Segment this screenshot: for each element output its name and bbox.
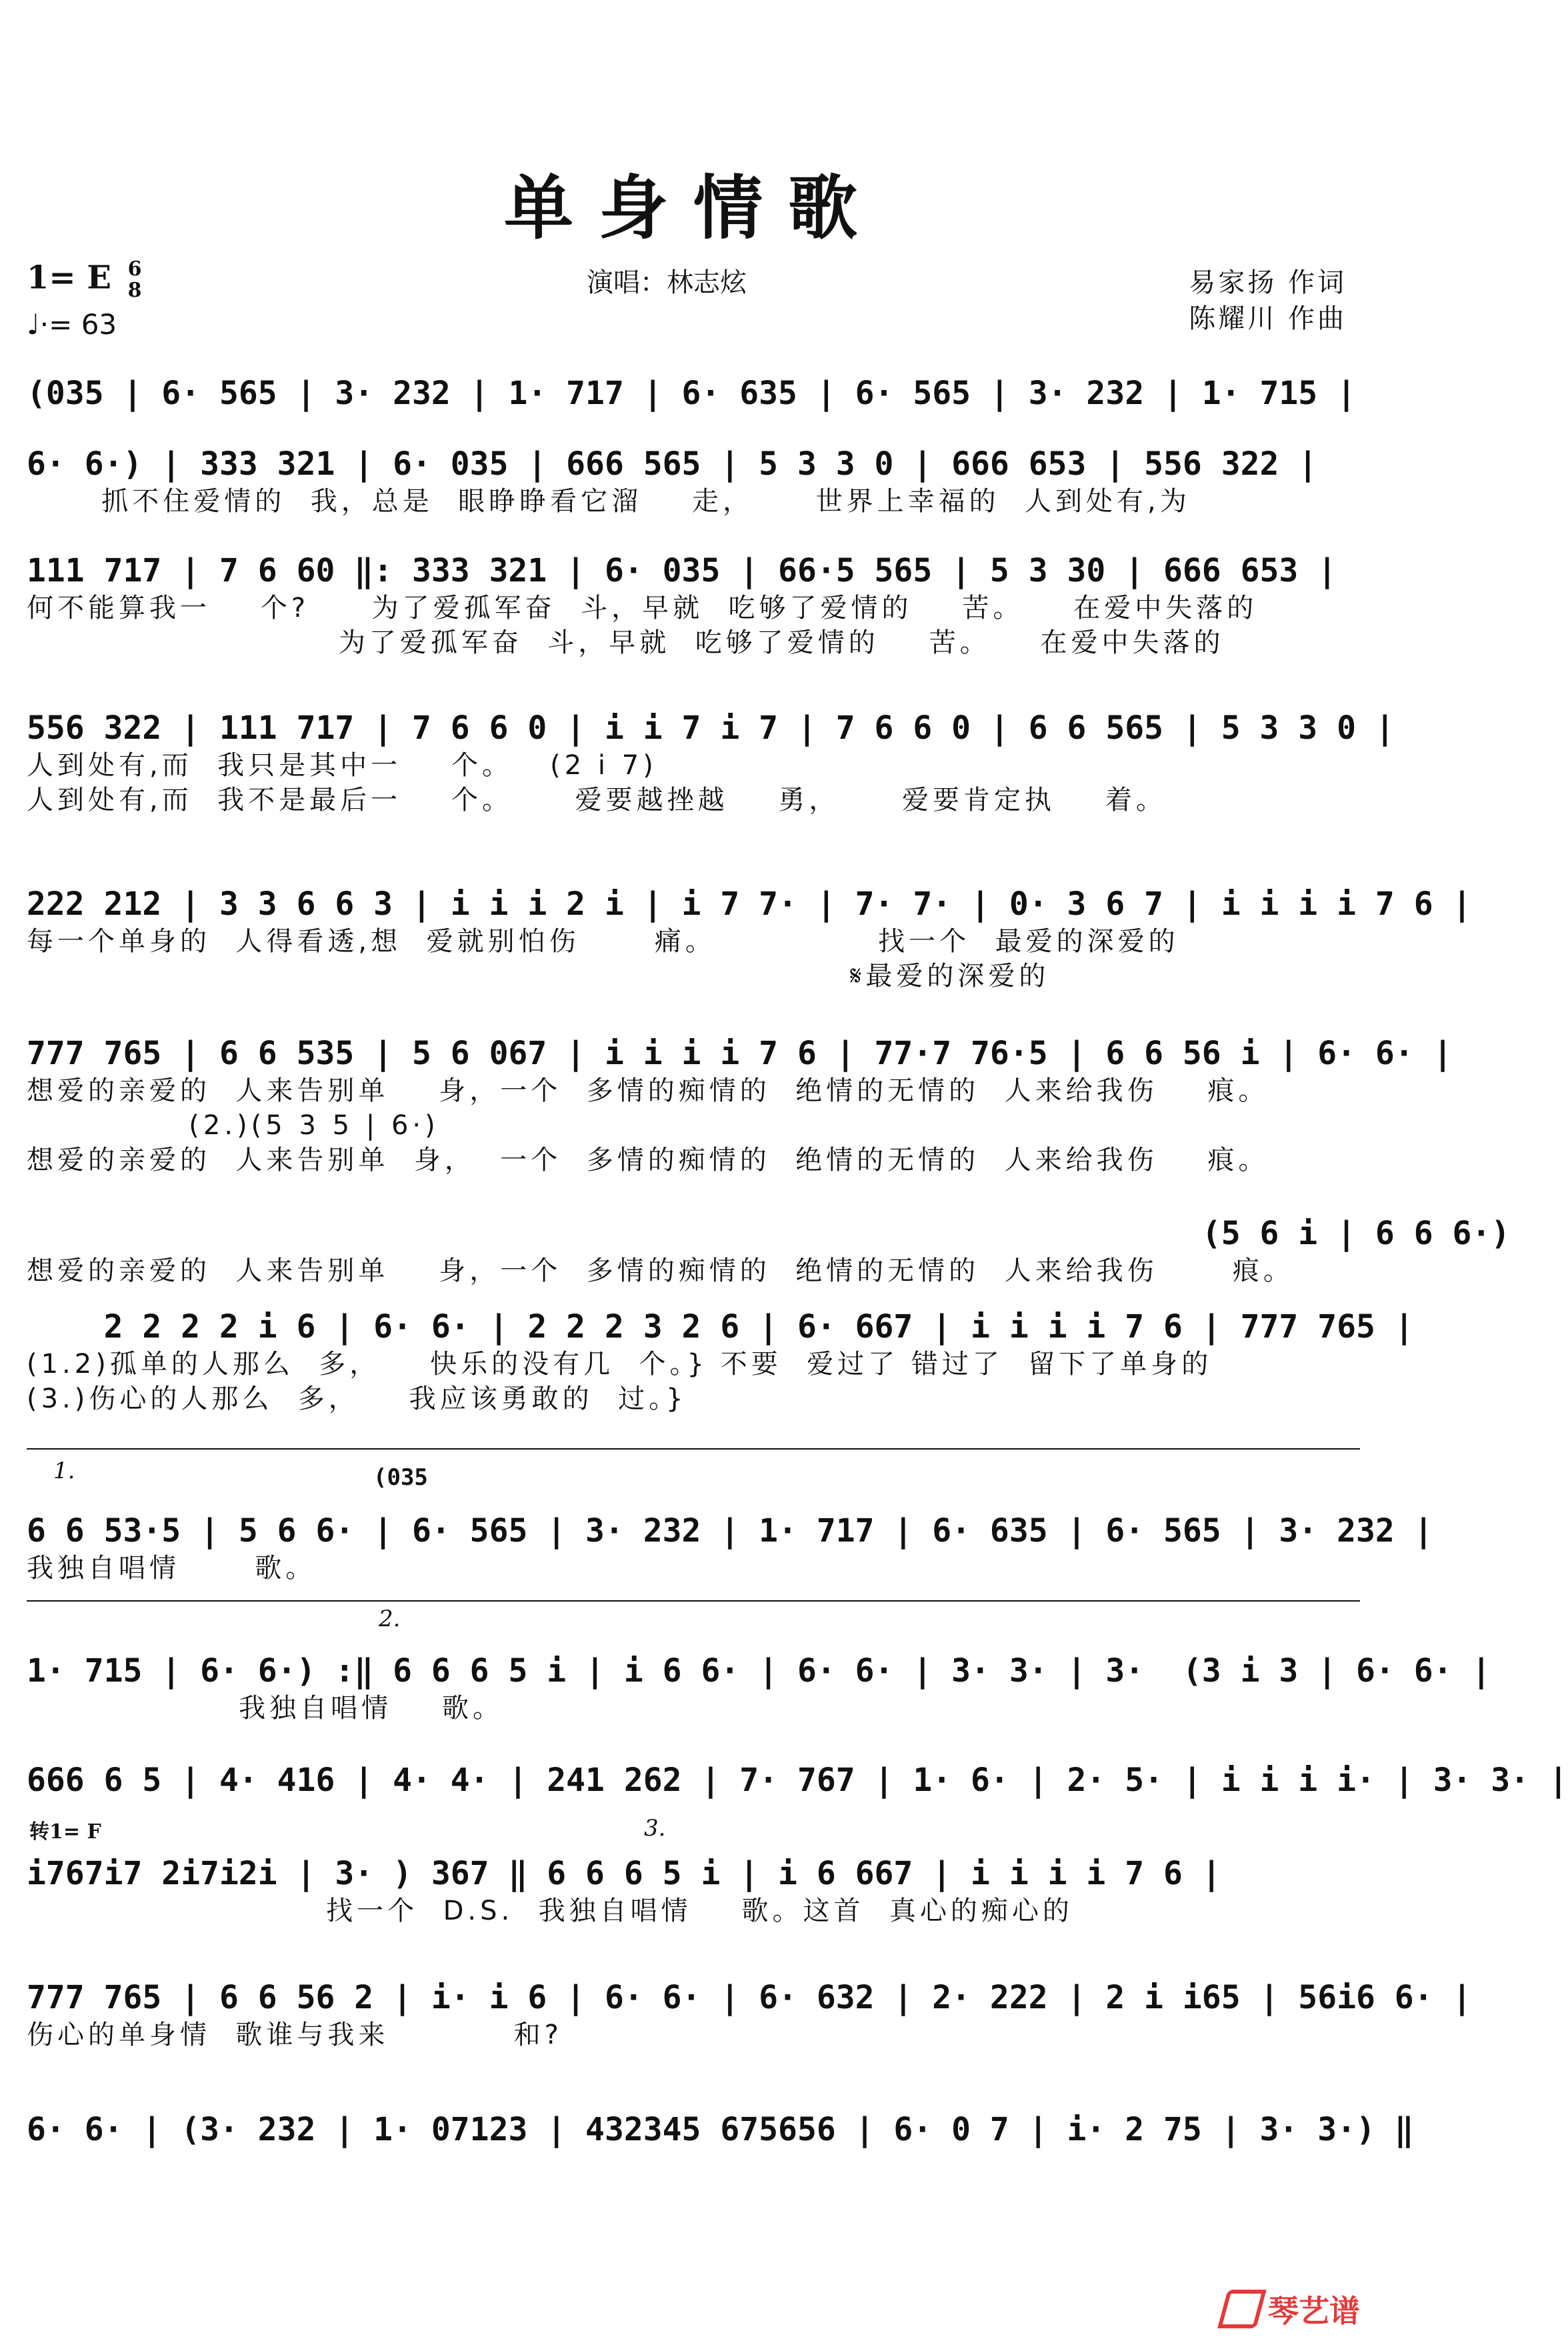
score-row xyxy=(27,884,1472,993)
notation-line: 2 2 2 2 i 6 | 6· 6· | 2 2 2 3 2 6 | 6· 667 | i i i i 7 6 | 777 765 | xyxy=(27,1308,1414,1346)
score-row xyxy=(27,444,1360,519)
singer-credit: 演唱：林志炫 xyxy=(587,267,747,298)
notation-line: 111 717 | 7 6 60 ‖: 333 321 | 6· 035 | 66·5 565 | 5 3 30 | 666 653 | xyxy=(27,552,1337,589)
lyric-line: (3.)伤心的人那么 多， 我应该勇敢的 过。} xyxy=(27,1384,687,1414)
score-row xyxy=(27,373,1360,413)
lyric-line: 我独自唱情 歌。 xyxy=(27,1693,504,1724)
notation-line: 556 322 | 111 717 | 7 6 6 0 | i i 7 i 7 | 7 6 6 0 | 6 6 565 | 5 3 3 0 | xyxy=(27,709,1395,747)
score-row xyxy=(27,551,1360,660)
notation-line: 6· 6·) | 333 321 | 6· 035 | 666 565 | 5 3 3 0 | 666 653 | 556 322 | xyxy=(27,445,1318,483)
watermark-logo: 琴艺谱 xyxy=(1223,2287,1360,2331)
logo-icon xyxy=(1217,2290,1267,2328)
lyric-line: 人到处有,而 我只是其中一 个。 (2 i 7) xyxy=(27,750,657,781)
composer-credit: 陈耀川 作曲 xyxy=(1189,303,1347,334)
modulation-mark: 转1= F xyxy=(29,1820,101,1844)
lyric-line: 每一个单身的 人得看透,想 爱就别怕伤 痛。 找一个 最爱的深爱的 xyxy=(27,926,1179,957)
lyric-line: (2.)(5 3 5 | 6·) xyxy=(27,1110,439,1141)
key-signature: 1= E 6 8 xyxy=(27,257,142,302)
lyric-line: 𝄋最爱的深爱的 xyxy=(27,961,1050,991)
notation-line: 6 6 53·5 | 5 6 6· | 6· 565 | 3· 232 | 1· 717 | 6· 635 | 6· 565 | 3· 232 | xyxy=(27,1512,1433,1550)
tempo-marking: ♩·= 63 xyxy=(27,308,117,341)
volta-first: 1. xyxy=(53,1458,75,1484)
score-row xyxy=(27,1511,1433,1586)
lyric-line: (1.2)孤单的人那么 多， 快乐的没有几 个。} 不要 爱过了 错过了 留下了单身的 xyxy=(27,1349,1213,1380)
notation-line: 6· 6· | (3· 232 | 1· 07123 | 432345 675656 | 6· 0 7 | i· 2 75 | 3· 3·) ‖ xyxy=(27,2111,1414,2148)
lyric-line: 何不能算我一 个? 为了爱孤军奋 斗，早就 吃够了爱情的 苦。 在爱中失落的 xyxy=(27,593,1258,623)
notation-line: i767i7 2i7i2i | 3· ) 367 ‖ 6 6 6 5 i | i 6 667 | i i i i 7 6 | xyxy=(27,1855,1221,1892)
notation-line: (5 6 i | 6 6 6·) xyxy=(27,1215,1511,1252)
coda-notes: (035 xyxy=(373,1464,428,1491)
lyric-line: 伤心的单身情 歌谁与我来 和? xyxy=(27,2020,563,2050)
lyric-line: 抓不住爱情的 我，总是 眼睁睁看它溜 走， 世界上幸福的 人到处有,为 xyxy=(27,486,1191,517)
notation-line: 1· 715 | 6· 6·) :‖ 6 6 6 5 i | i 6 6· | 6· 6· | 3· 3· | 3· (3 i 3 | 6· 6· | xyxy=(27,1652,1491,1690)
lyric-line: 找一个 D.S. 我独自唱情 歌。这首 真心的痴心的 xyxy=(27,1896,1073,1926)
volta-second: 2. xyxy=(379,1606,401,1632)
notation-line: 777 765 | 6 6 535 | 5 6 067 | i i i i 7 6 | 77·7 76·5 | 6 6 56 i | 6· 6· | xyxy=(27,1035,1453,1072)
lyric-line: 我独自唱情 歌。 xyxy=(27,1553,317,1584)
lyricist-credit: 易家扬 作词 xyxy=(1189,267,1347,298)
score-row xyxy=(27,1307,1414,1416)
score-row xyxy=(27,1033,1453,1178)
notation-line: 777 765 | 6 6 56 2 | i· i 6 | 6· 6· | 6· 632 | 2· 222 | 2 i i65 | 56i6 6· | xyxy=(27,1979,1472,2016)
score-row xyxy=(27,1978,1472,2052)
system-divider xyxy=(27,1448,1360,1450)
lyric-line: 想爱的亲爱的 人来告别单 身，一个 多情的痴情的 绝情的无情的 人来给我伤 痕。 xyxy=(27,1256,1294,1286)
notation-line: 222 212 | 3 3 6 6 3 | i i i 2 i | i 7 7· | 7· 7· | 0· 3 6 7 | i i i i 7 6 | xyxy=(27,885,1472,923)
notation-line: 666 6 5 | 4· 416 | 4· 4· | 241 262 | 7· 767 | 1· 6· | 2· 5· | i i i i· | 3· 3· | xyxy=(27,1762,1568,1799)
lyric-line: 想爱的亲爱的 人来告别单 身， 一个 多情的痴情的 绝情的无情的 人来给我伤 痕。 xyxy=(27,1145,1269,1176)
system-divider xyxy=(27,1600,1360,1602)
score-row xyxy=(27,1651,1491,1726)
score-row xyxy=(27,1760,1568,1800)
song-title: 单身情歌 xyxy=(503,167,883,249)
time-signature: 6 8 xyxy=(127,257,142,302)
lyric-line: 人到处有,而 我不是最后一 个。 爱要越挫越 勇， 爱要肯定执 着。 xyxy=(27,785,1167,815)
lyric-line: 为了爱孤军奋 斗，早就 吃够了爱情的 苦。 在爱中失落的 xyxy=(27,627,1225,658)
notation-line: (035 | 6· 565 | 3· 232 | 1· 717 | 6· 635 | 6· 565 | 3· 232 | 1· 715 | xyxy=(27,375,1356,412)
score-row xyxy=(27,1214,1511,1288)
score-row xyxy=(27,2110,1414,2150)
volta-third: 3. xyxy=(644,1815,666,1842)
lyric-line: 想爱的亲爱的 人来告别单 身，一个 多情的痴情的 绝情的无情的 人来给我伤 痕。 xyxy=(27,1075,1269,1106)
score-row xyxy=(27,708,1395,817)
score-row xyxy=(27,1854,1360,1928)
